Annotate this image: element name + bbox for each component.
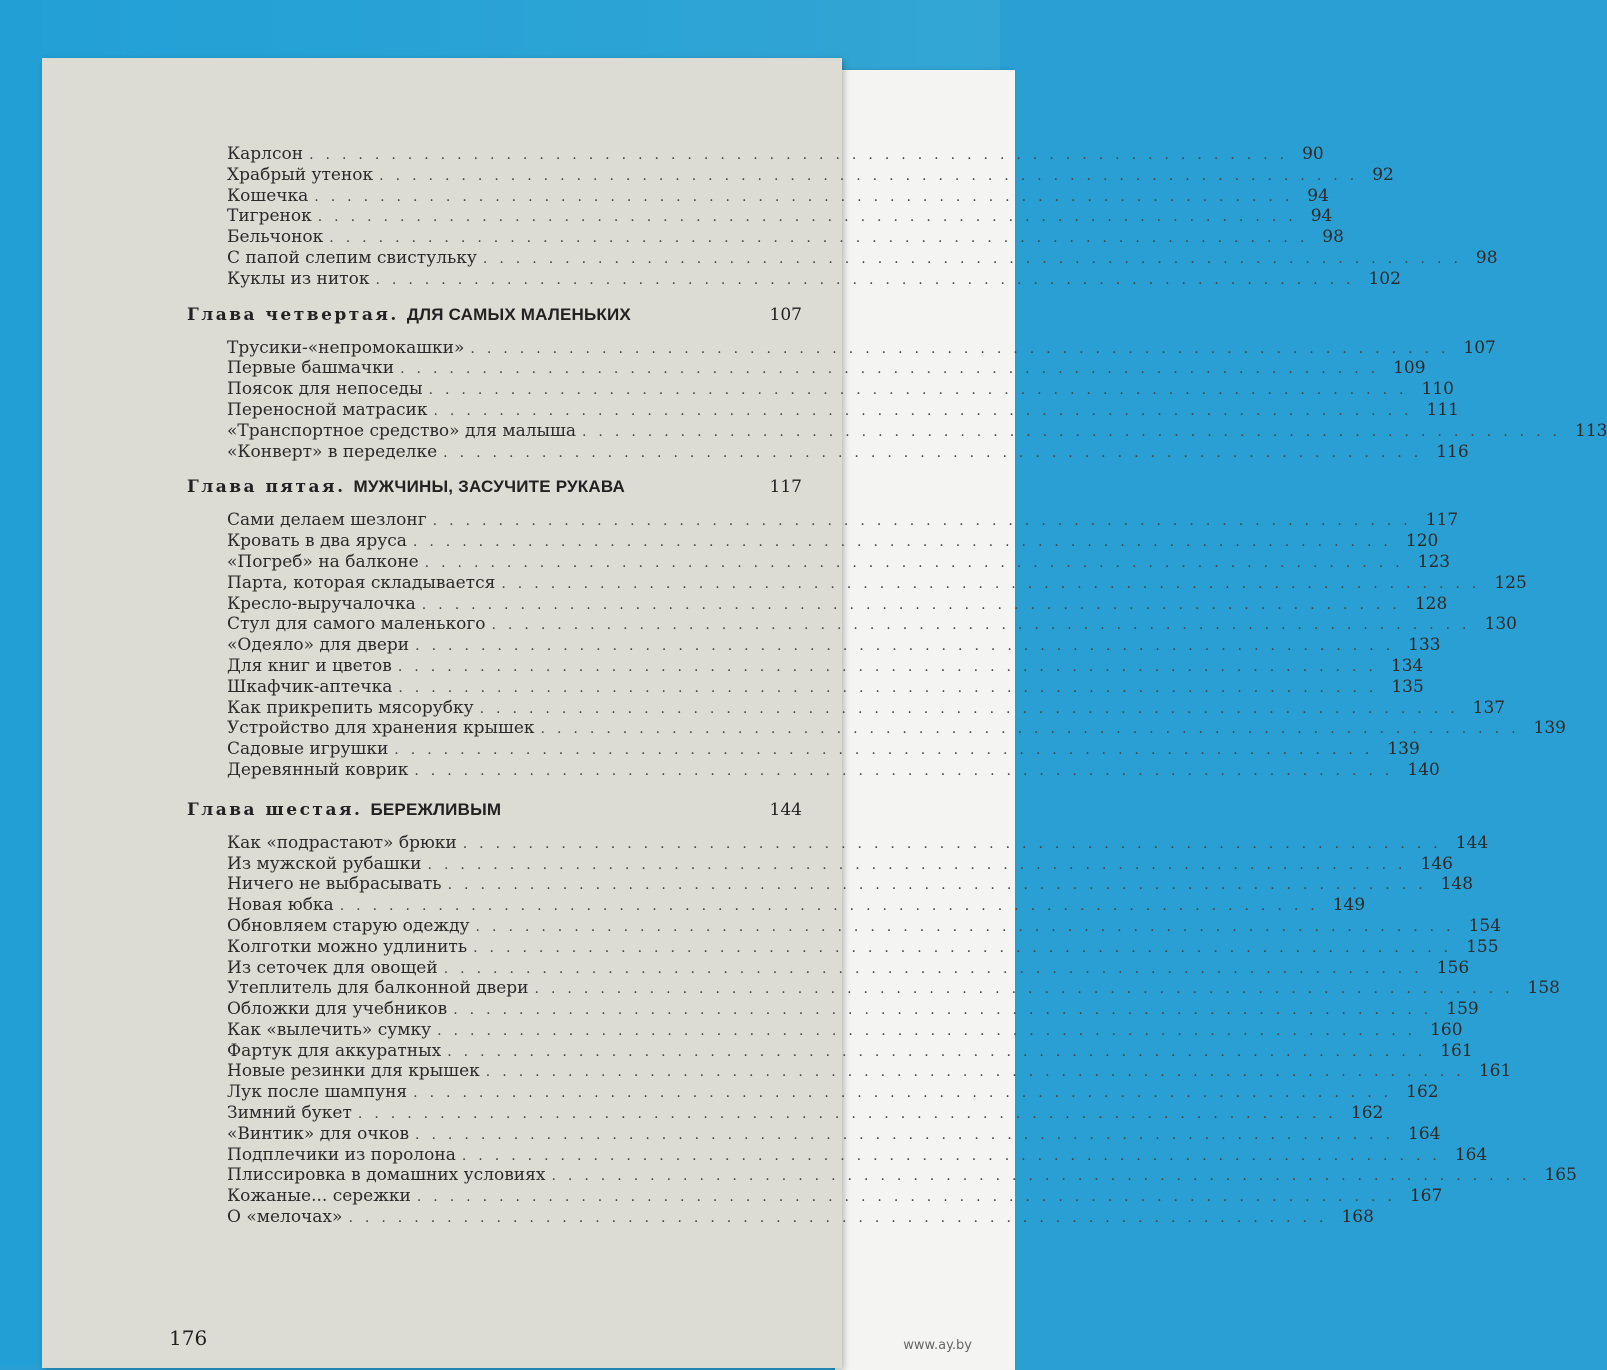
entry-group	[187, 144, 1498, 290]
entry-page: 146	[1420, 853, 1453, 874]
leader-dots: ............................................................	[475, 918, 1463, 935]
leader-dots: ............................................................	[317, 209, 1305, 226]
entry-title: Утеплитель для балконной двери	[227, 978, 529, 999]
leader-dots: ............................................................	[309, 147, 1297, 163]
toc-entry	[187, 227, 1344, 248]
leader-dots: ............................................................	[485, 1064, 1473, 1081]
leader-dots: ............................................................	[428, 382, 1416, 399]
leader-dots: ............................................................	[427, 856, 1415, 873]
entry-title: Подплечики из поролона	[227, 1144, 456, 1165]
entry-page: 161	[1440, 1040, 1473, 1061]
entry-title: Кресло-выручалочка	[227, 593, 416, 614]
entry-page: 168	[1341, 1207, 1374, 1228]
chapter-page: 117	[769, 477, 802, 498]
entry-title: «Погреб» на балконе	[227, 551, 419, 572]
entry-title: Из сеточек для овощей	[227, 957, 438, 978]
toc-entry	[187, 268, 1401, 290]
leader-dots: ............................................................	[379, 167, 1367, 184]
entry-title: Бельчонок	[227, 227, 324, 248]
entry-page: 165	[1544, 1165, 1577, 1186]
entry-title: О «мелочах»	[227, 1207, 343, 1228]
entry-page: 123	[1417, 551, 1451, 572]
entry-title: Фартук для аккуратных	[227, 1040, 442, 1061]
toc-entry	[187, 676, 1424, 698]
toc-entry	[187, 759, 1440, 781]
toc-entry	[187, 936, 1499, 958]
entry-title: Колготки можно удлинить	[227, 936, 468, 957]
page-number: 176	[169, 1326, 208, 1350]
leader-dots: ............................................................	[461, 1147, 1449, 1164]
toc-entry	[187, 1061, 1512, 1082]
entry-page: 120	[1405, 531, 1439, 552]
toc-entry	[187, 853, 1453, 875]
entry-page: 164	[1408, 1123, 1441, 1144]
entry-page: 139	[1387, 739, 1420, 760]
entry-page: 110	[1421, 379, 1454, 400]
entry-title: Переносной матрасик	[227, 399, 428, 420]
entry-page: 111	[1426, 399, 1459, 420]
entry-group	[187, 510, 1566, 780]
toc-entry	[187, 206, 1333, 227]
chapter-heading	[187, 799, 802, 821]
entry-page: 117	[1425, 510, 1459, 531]
entry-title: Как «вылечить» сумку	[227, 1019, 432, 1040]
entry-page: 125	[1494, 572, 1527, 593]
entry-group	[187, 832, 1577, 1228]
toc-entry	[187, 915, 1502, 937]
toc-entry	[187, 999, 1479, 1020]
entry-page: 128	[1414, 593, 1448, 614]
toc-entry	[187, 655, 1424, 677]
toc-entry	[187, 1144, 1488, 1166]
entry-title: Трусики-«непромокашки»	[227, 337, 465, 358]
leader-dots: ............................................................	[437, 1022, 1425, 1039]
entry-title: Кожаные... сережки	[227, 1186, 411, 1207]
toc-entry	[187, 572, 1527, 594]
leader-dots: ............................................................	[414, 762, 1402, 779]
entry-title: Новые резинки для крышек	[227, 1061, 480, 1082]
entry-title: «Конверт» в переделке	[227, 441, 438, 462]
entry-title: Кошечка	[227, 185, 309, 206]
entry-page: 92	[1372, 164, 1394, 185]
entry-page: 167	[1409, 1186, 1443, 1207]
leader-dots: ............................................................	[400, 361, 1388, 378]
entry-page: 135	[1391, 676, 1424, 697]
entry-page: 98	[1475, 247, 1498, 268]
toc-entry	[187, 593, 1448, 615]
leader-dots: ............................................................	[421, 596, 1409, 613]
toc-entry	[187, 164, 1394, 186]
toc-entry	[187, 739, 1420, 760]
chapter-heading	[187, 476, 802, 498]
entry-title: Тигренок	[227, 206, 312, 227]
toc-entry	[187, 614, 1517, 635]
toc-entry	[187, 1019, 1463, 1041]
toc-entry	[187, 697, 1506, 719]
toc-entry	[187, 1165, 1577, 1186]
toc-entry	[187, 635, 1441, 656]
entry-title: Деревянный коврик	[227, 759, 409, 780]
entry-title: Стул для самого маленького	[227, 614, 486, 635]
chapter-label: Глава шестая.	[187, 799, 363, 820]
entry-title: С папой слепим свистульку	[227, 247, 477, 268]
leader-dots: ............................................................	[432, 513, 1420, 530]
entry-title: Сами делаем шезлонг	[227, 510, 427, 531]
toc-entry	[187, 874, 1474, 895]
entry-title: «Транспортное средство» для малыша	[227, 420, 576, 441]
entry-page: 90	[1302, 144, 1324, 164]
toc-entry	[187, 957, 1470, 979]
entry-title: Куклы из ниток	[227, 268, 370, 289]
entry-page: 159	[1446, 999, 1479, 1020]
leader-dots: ............................................................	[540, 721, 1528, 738]
toc-entry	[187, 144, 1324, 165]
chapter-label: Глава пятая.	[187, 477, 346, 498]
entry-title: «Винтик» для очков	[227, 1123, 410, 1144]
entry-page: 134	[1390, 655, 1424, 676]
entry-title: Храбрый утенок	[227, 164, 374, 185]
toc-entry	[187, 832, 1489, 854]
chapter-page: 144	[769, 799, 802, 820]
entry-page: 102	[1368, 268, 1401, 289]
chapter-title: БЕРЕЖЛИВЫМ	[370, 799, 502, 819]
entry-page: 149	[1332, 895, 1366, 916]
entry-page: 162	[1406, 1082, 1439, 1103]
chapter-title: МУЖЧИНЫ, ЗАСУЧИТЕ РУКАВА	[353, 477, 625, 497]
leader-dots: ............................................................	[397, 658, 1385, 675]
toc-entry	[187, 399, 1459, 421]
toc-entry	[187, 978, 1560, 999]
entry-page: 133	[1408, 635, 1441, 656]
leader-dots: ............................................................	[424, 554, 1412, 571]
entry-group	[187, 337, 1607, 463]
leader-dots: ............................................................	[433, 402, 1421, 419]
entry-title: Новая юбка	[227, 895, 334, 916]
leader-dots: ............................................................	[415, 1126, 1403, 1143]
toc-entry	[187, 185, 1329, 207]
leader-dots: ............................................................	[447, 1043, 1435, 1060]
entry-title: Парта, которая складывается	[227, 572, 496, 593]
toc-entry	[187, 531, 1439, 552]
toc-entry	[187, 551, 1451, 573]
leader-dots: ............................................................	[551, 1168, 1539, 1185]
toc-entry	[187, 247, 1498, 269]
entry-title: Из мужской рубашки	[227, 853, 422, 874]
entry-title: Как прикрепить мясорубку	[227, 697, 474, 718]
entry-title: Лук после шампуня	[227, 1082, 408, 1103]
toc-entry	[187, 1103, 1384, 1124]
leader-dots: ............................................................	[357, 1106, 1345, 1123]
entry-title: Садовые игрушки	[227, 739, 389, 760]
watermark: www.ay.by	[903, 1338, 972, 1353]
entry-title: Шкафчик-аптечка	[227, 676, 393, 697]
leader-dots: ............................................................	[348, 1210, 1336, 1227]
entry-page: 140	[1407, 759, 1440, 780]
entry-page: 130	[1484, 614, 1517, 635]
leader-dots: ............................................................	[314, 188, 1302, 205]
leader-dots: ............................................................	[462, 835, 1450, 852]
leader-dots: ............................................................	[415, 638, 1403, 655]
leader-dots: ............................................................	[329, 230, 1317, 247]
entry-page: 164	[1454, 1144, 1488, 1165]
toc-entry	[187, 895, 1366, 916]
entry-title: Обновляем старую одежду	[227, 915, 470, 936]
leader-dots: ............................................................	[581, 423, 1569, 440]
leader-dots: ............................................................	[447, 877, 1435, 894]
leader-dots: ............................................................	[482, 250, 1470, 267]
entry-title: Карлсон	[227, 144, 304, 164]
entry-page: 158	[1527, 978, 1560, 999]
leader-dots: ............................................................	[534, 981, 1522, 998]
entry-page: 113	[1575, 420, 1607, 441]
leader-dots: ............................................................	[394, 742, 1382, 759]
entry-title: Ничего не выбрасывать	[227, 874, 442, 895]
chapter-page: 107	[769, 304, 802, 325]
leader-dots: ............................................................	[416, 1189, 1404, 1206]
entry-page: 98	[1322, 227, 1344, 248]
leader-dots: ............................................................	[443, 444, 1431, 461]
entry-title: Поясок для непоседы	[227, 379, 423, 400]
leader-dots: ............................................................	[412, 534, 1400, 551]
leader-dots: ............................................................	[470, 340, 1458, 357]
toc-entry	[187, 379, 1454, 400]
entry-title: Плиссировка в домашних условиях	[227, 1165, 546, 1186]
leader-dots: ............................................................	[339, 898, 1327, 915]
entry-title: Устройство для хранения крышек	[227, 718, 535, 739]
leader-dots: ............................................................	[375, 271, 1363, 288]
entry-page: 94	[1307, 185, 1329, 206]
table-of-contents	[187, 144, 1607, 1228]
entry-page: 156	[1436, 957, 1470, 978]
entry-page: 107	[1463, 337, 1496, 358]
leader-dots: ............................................................	[473, 939, 1461, 956]
toc-entry	[187, 358, 1426, 379]
chapter-label: Глава четвертая.	[187, 304, 399, 325]
chapter-title: ДЛЯ САМЫХ МАЛЕНЬКИХ	[406, 304, 631, 324]
toc-entry	[187, 1082, 1439, 1103]
entry-title: Для книг и цветов	[227, 655, 392, 676]
entry-page: 144	[1455, 832, 1489, 853]
leader-dots: ............................................................	[443, 960, 1431, 977]
entry-page: 154	[1468, 915, 1502, 936]
entry-page: 162	[1350, 1103, 1384, 1124]
entry-page: 155	[1466, 936, 1499, 957]
entry-title: Зимний букет	[227, 1103, 352, 1124]
chapter-heading	[187, 304, 802, 326]
toc-entry	[187, 1186, 1443, 1207]
toc-entry	[187, 1207, 1374, 1228]
leader-dots: ............................................................	[479, 700, 1467, 717]
leader-dots: ............................................................	[413, 1085, 1401, 1102]
entry-title: Кровать в два яруса	[227, 531, 407, 552]
entry-title: «Одеяло» для двери	[227, 635, 410, 656]
entry-page: 94	[1310, 206, 1333, 227]
toc-entry	[187, 420, 1607, 442]
entry-page: 139	[1533, 718, 1566, 739]
entry-title: Как «подрастают» брюки	[227, 832, 457, 853]
entry-page: 148	[1440, 874, 1474, 895]
toc-entry	[187, 510, 1459, 531]
entry-page: 137	[1472, 697, 1506, 718]
toc-entry	[187, 441, 1469, 463]
leader-dots: ............................................................	[453, 1002, 1441, 1019]
leader-dots: ............................................................	[398, 679, 1386, 696]
toc-entry	[187, 1040, 1473, 1062]
entry-page: 116	[1436, 441, 1469, 462]
entry-title: Обложки для учебников	[227, 999, 448, 1020]
entry-page: 109	[1393, 358, 1426, 379]
entry-title: Первые башмачки	[227, 358, 395, 379]
entry-page: 161	[1478, 1061, 1512, 1082]
toc-entry	[187, 718, 1566, 739]
leader-dots: ............................................................	[501, 575, 1489, 592]
entry-page: 160	[1430, 1019, 1463, 1040]
leader-dots: ............................................................	[491, 617, 1479, 634]
toc-entry	[187, 337, 1496, 359]
toc-entry	[187, 1123, 1441, 1145]
